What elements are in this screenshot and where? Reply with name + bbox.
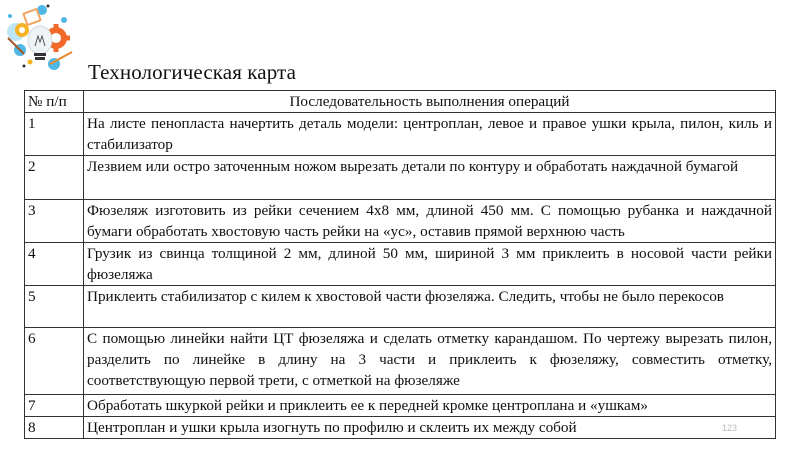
row-operation-text: Приклеить стабилизатор с килем к хвостовой части фюзеляжа. Следить, чтобы не было перекосов	[84, 286, 776, 328]
row-number: 3	[25, 200, 84, 243]
lightbulb-gears-icon	[2, 2, 76, 74]
row-number: 7	[25, 395, 84, 417]
table-row	[25, 395, 776, 417]
row-operation-text: Грузик из свинца толщиной 2 мм, длиной 50 мм, шириной 3 мм приклеить в носовой части рейки фюзеляжа	[84, 243, 776, 286]
table-row	[25, 417, 776, 439]
row-number: 2	[25, 156, 84, 200]
table-row	[25, 156, 776, 200]
row-number: 6	[25, 328, 84, 395]
column-header-number: № п/п	[25, 91, 84, 113]
page-number: 123	[722, 423, 738, 433]
table-header-row	[25, 91, 776, 113]
technological-card-table	[24, 90, 776, 439]
row-operation-text: Обработать шкуркой рейки и приклеить ее к передней кромке центроплана и «ушкам»	[84, 395, 776, 417]
row-number: 5	[25, 286, 84, 328]
table-row	[25, 286, 776, 328]
row-operation-text: На листе пенопласта начертить деталь модели: центроплан, левое и правое ушки крыла, пилон, киль и стабилизатор	[84, 113, 776, 156]
column-header-operations: Последовательность выполнения операций	[84, 91, 776, 113]
table-row	[25, 243, 776, 286]
row-operation-text: Фюзеляж изготовить из рейки сечением 4х8 мм, длиной 450 мм. С помощью рубанка и наждачной бумаги обработать хвостовую часть рейки на «ус», оставив прямой верхнюю часть	[84, 200, 776, 243]
row-operation-text: Центроплан и ушки крыла изогнуть по профилю и склеить их между собой	[84, 417, 776, 439]
row-operation-text: Лезвием или остро заточенным ножом вырезать детали по контуру и обработать наждачной бумагой	[84, 156, 776, 200]
row-operation-text: С помощью линейки найти ЦТ фюзеляжа и сделать отметку карандашом. По чертежу вырезать пилон, разделить по линейке в длину на 3 части и приклеить к фюзеляжу, совместить отметку, соответствующую первой трети, с отметкой на фюзеляже	[84, 328, 776, 395]
row-number: 8	[25, 417, 84, 439]
table-row	[25, 328, 776, 395]
row-number: 1	[25, 113, 84, 156]
row-number: 4	[25, 243, 84, 286]
table-row	[25, 113, 776, 156]
page-title: Технологическая карта	[88, 60, 296, 84]
table-row	[25, 200, 776, 243]
